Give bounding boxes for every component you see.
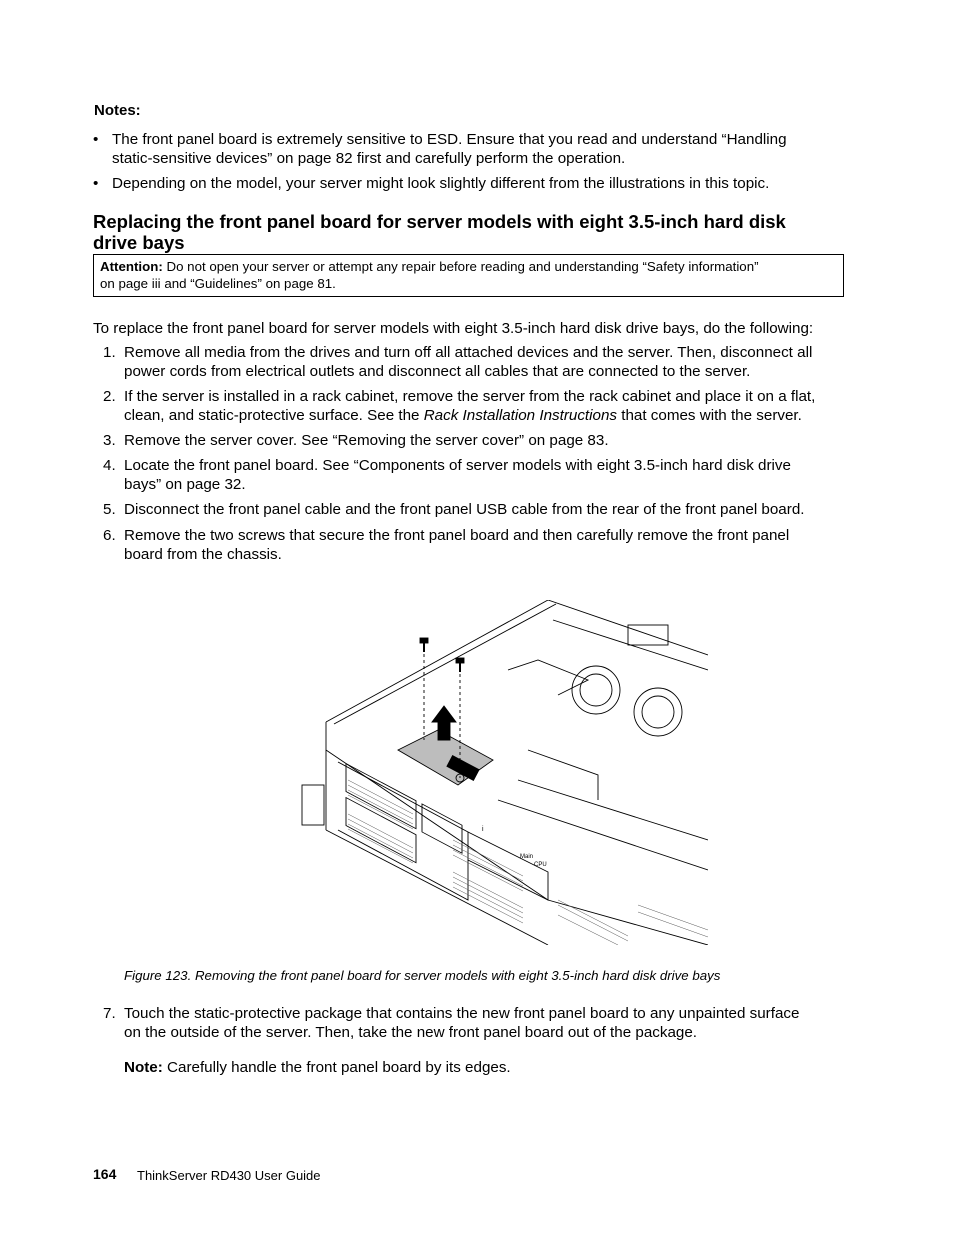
attention-box [93,254,844,297]
figure-illustration [298,600,708,945]
step-item [103,500,853,520]
bullet-marker: • [93,175,99,192]
step-line: Locate the front panel board. See “Components of server models with eight 3.5-inch hard disk drive [124,457,791,474]
step-number: 7. [103,1005,116,1022]
step-text: that comes with the server. [617,407,802,424]
chassis-edge [326,600,548,722]
step-line: board from the chassis. [124,546,282,563]
note-label: Note: [124,1059,163,1076]
section-heading-line: Replacing the front panel board for server models with eight 3.5-inch hard disk [93,211,786,232]
step-number: 1. [103,344,116,361]
step-number: 2. [103,388,116,405]
step-item [103,526,853,566]
document-title: Rack Installation Instructions [423,407,618,424]
step-text: clean, and static-protective surface. See the [124,407,424,424]
note-bullet [93,130,853,170]
step-number: 3. [103,432,116,449]
attention-text [100,258,830,292]
bullet-marker: • [93,131,99,148]
footer-title: ThinkServer RD430 User Guide [137,1168,321,1183]
note-bullet-line: static-sensitive devices” on page 82 first and carefully perform the operation. [112,150,626,167]
panel-label: CPU [534,862,547,868]
step-line: Disconnect the front panel cable and the front panel USB cable from the rear of the front panel board. [124,501,805,518]
step-line: Touch the static-protective package that contains the new front panel board to any unpainted surface [124,1005,800,1022]
drive-bays-left [346,764,462,863]
step-line: If the server is installed in a rack cabinet, remove the server from the rack cabinet and place it on a flat, [124,388,816,405]
step-item [103,387,853,427]
step-line: Remove the two screws that secure the front panel board and then carefully remove the front panel [124,527,790,544]
step-line: Remove all media from the drives and turn off all attached devices and the server. Then, disconnect all [124,344,813,361]
step-note [124,1058,511,1077]
note-bullet-line: The front panel board is extremely sensitive to ESD. Ensure that you read and understand “Handling [112,131,787,148]
step-number: 4. [103,457,116,474]
drive-cage-left [338,762,468,900]
section-heading [93,211,853,253]
note-bullet [93,174,853,194]
step-line: on the outside of the server. Then, take the new front panel board out of the package. [124,1024,698,1041]
step-number: 6. [103,527,116,544]
note-bullet-line: Depending on the model, your server might look slightly different from the illustrations in this topic. [112,175,770,192]
fan-assembly [548,600,708,736]
server-drawing [298,600,708,945]
note-text: Carefully handle the front panel board by its edges. [162,1059,511,1076]
panel-label: Main [520,854,534,860]
step-item [103,431,853,451]
step-line [124,406,844,425]
step-number: 5. [103,501,116,518]
panel-label: i [482,826,484,833]
attention-line: Do not open your server or attempt any repair before reading and understanding “Safety information” [162,259,759,274]
section-heading-line: drive bays [93,232,185,253]
step-item [103,456,853,496]
notes-heading: Notes: [94,102,141,119]
step-item [103,343,853,383]
step-item [103,1004,853,1044]
rack-handle [302,785,324,825]
attention-line: on page iii and “Guidelines” on page 81. [100,276,336,291]
attention-label: Attention: [100,259,163,274]
figure-caption: Figure 123. Removing the front panel board for server models with eight 3.5-inch hard disk drive bays [124,968,721,983]
page-number: 164 [93,1166,117,1182]
step-line: power cords from electrical outlets and disconnect all cables that are connected to the server. [124,363,751,380]
step-line: Remove the server cover. See “Removing the server cover” on page 83. [124,432,609,449]
intro-paragraph: To replace the front panel board for server models with eight 3.5-inch hard disk drive bays, do the following: [93,320,814,337]
step-line: bays” on page 32. [124,476,246,493]
